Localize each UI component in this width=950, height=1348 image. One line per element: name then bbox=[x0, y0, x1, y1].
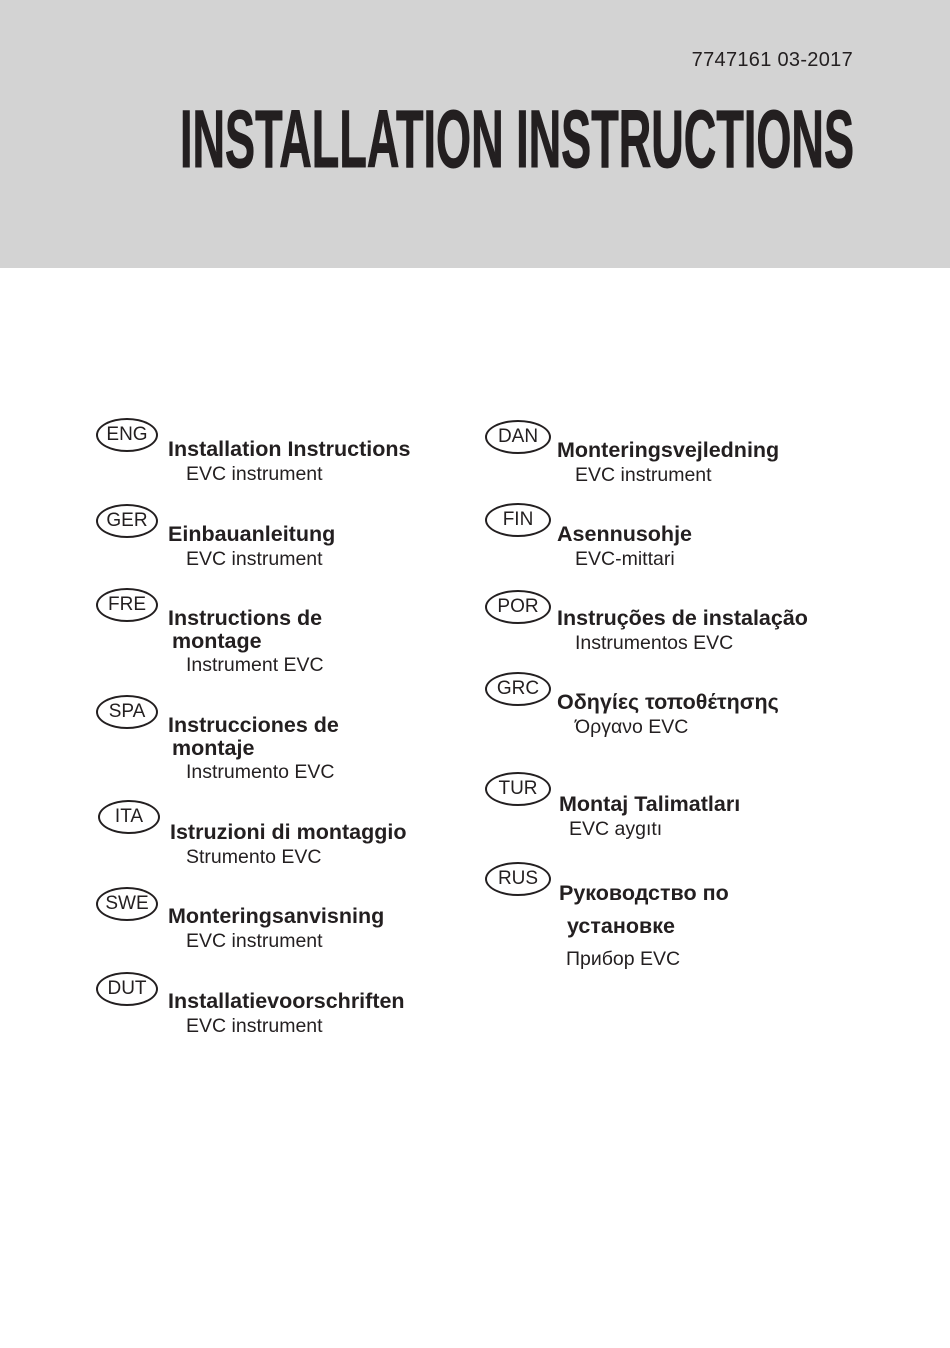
entry-subtitle: EVC-mittari bbox=[575, 548, 675, 570]
entry-title: Instruções de instalação bbox=[557, 606, 808, 630]
entry-subtitle: EVC instrument bbox=[186, 930, 323, 952]
entry-subtitle: EVC instrument bbox=[186, 463, 323, 485]
entry-title-continued: montage bbox=[172, 629, 262, 653]
language-code-badge: RUS bbox=[485, 862, 551, 896]
language-code-badge: ENG bbox=[96, 418, 158, 452]
document-number: 7747161 03-2017 bbox=[691, 49, 853, 71]
entry-title: Asennusohje bbox=[557, 522, 692, 546]
language-code-badge: POR bbox=[485, 590, 551, 624]
language-code-badge: SWE bbox=[96, 887, 158, 921]
entry-title: Instrucciones de bbox=[168, 713, 339, 737]
language-code-badge: ITA bbox=[98, 800, 160, 834]
entry-subtitle: EVC aygıtı bbox=[569, 818, 663, 840]
entry-title: Einbauanleitung bbox=[168, 522, 336, 546]
cover-header-band bbox=[0, 0, 950, 268]
language-code-badge: DAN bbox=[485, 420, 551, 454]
entry-title: Montaj Talimatları bbox=[559, 792, 741, 816]
language-code-badge: GER bbox=[96, 504, 158, 538]
entry-title: Instructions de bbox=[168, 606, 323, 630]
language-code-badge: FRE bbox=[96, 588, 158, 622]
entry-subtitle: Instrumentos EVC bbox=[575, 632, 734, 654]
document-title bbox=[180, 100, 854, 180]
entry-subtitle: Instrument EVC bbox=[186, 654, 324, 676]
language-code-badge: FIN bbox=[485, 503, 551, 537]
entry-subtitle: EVC instrument bbox=[186, 548, 323, 570]
language-code-badge: SPA bbox=[96, 695, 158, 729]
entry-title: Istruzioni di montaggio bbox=[170, 820, 407, 844]
entry-subtitle: Прибор EVC bbox=[566, 948, 681, 970]
entry-subtitle: EVC instrument bbox=[186, 1015, 323, 1037]
entry-title: Installatievoorschriften bbox=[168, 989, 405, 1013]
entry-subtitle: Instrumento EVC bbox=[186, 761, 335, 783]
entry-subtitle: Strumento EVC bbox=[186, 846, 322, 868]
entry-subtitle: EVC instrument bbox=[575, 464, 712, 486]
language-code-badge: GRC bbox=[485, 672, 551, 706]
entry-title-continued: установке bbox=[567, 914, 675, 938]
entry-title-continued: montaje bbox=[172, 736, 255, 760]
document-title-text: INSTALLATION INSTRUCTIONS bbox=[180, 100, 854, 180]
entry-title: Installation Instructions bbox=[168, 437, 411, 461]
entry-subtitle: Όργανο EVC bbox=[575, 716, 689, 738]
entry-title: Руководство по bbox=[559, 881, 729, 905]
entry-title: Monteringsanvisning bbox=[168, 904, 385, 928]
language-code-badge: DUT bbox=[96, 972, 158, 1006]
entry-title: Monteringsvejledning bbox=[557, 438, 780, 462]
entry-title: Οδηγίες τοποθέτησης bbox=[557, 690, 779, 714]
language-code-badge: TUR bbox=[485, 772, 551, 806]
